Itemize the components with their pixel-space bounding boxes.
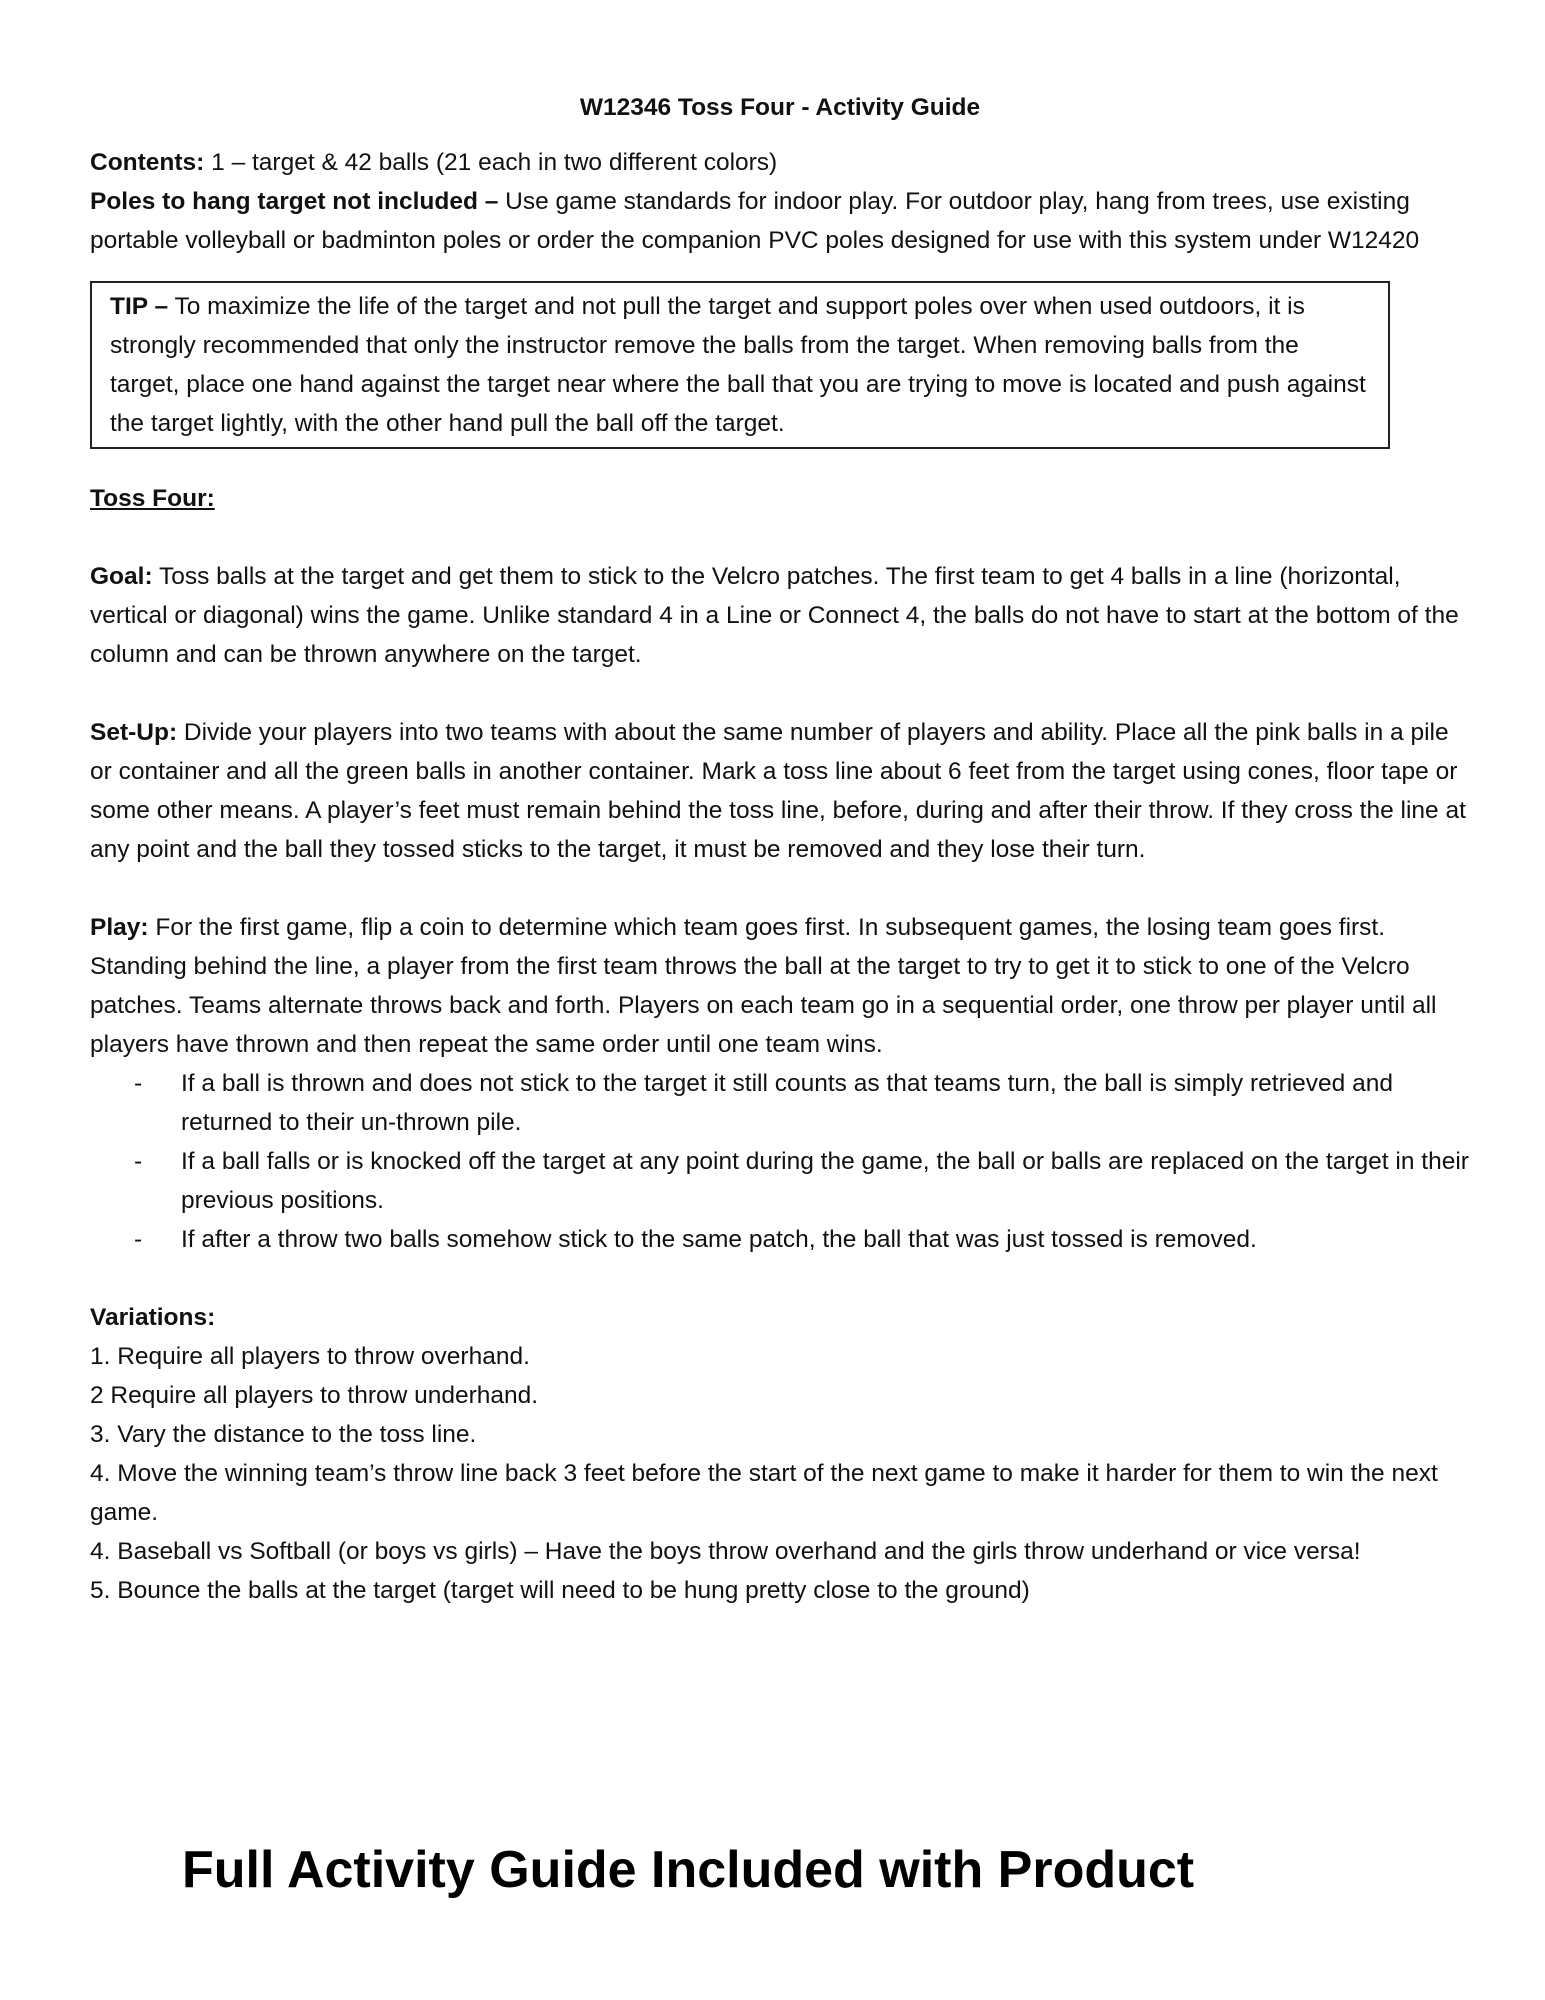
contents-label: Contents: (90, 149, 205, 176)
goal-text: Toss balls at the target and get them to stick to the Velcro patches. The first team to get 4 balls in a line (horizontal, vertical or diagonal) wins the game. Unlike standard 4 in a Line or Connect 4, the balls do not have to start at the bottom of the column and can be thrown anywhere on the target. (90, 563, 1459, 668)
section-heading: Toss Four: (90, 485, 215, 512)
setup-text: Divide your players into two teams with about the same number of players and ability. Place all the pink balls in a pile or container and all the green balls in another container. Mark a toss line about 6 feet from the target using cones, floor tape or some other means. A player’s feet must remain behind the toss line, before, during and after their throw. If they cross the line at any point and the ball they tossed sticks to the target, it must be removed and they lose their turn. (90, 719, 1466, 863)
bullet-text: If a ball falls or is knocked off the target at any point during the game, the ball or balls are replaced on the target in their previous positions. (181, 1148, 1469, 1214)
tip-box (90, 281, 1390, 449)
play-label: Play: (90, 914, 149, 941)
bullet-marker: - (134, 1226, 143, 1253)
goal-label: Goal: (90, 563, 153, 590)
bullet-marker: - (134, 1070, 143, 1097)
contents-text: 1 – target & 42 balls (21 each in two different colors) (204, 149, 778, 176)
bullet-marker: - (134, 1148, 143, 1175)
bullet-text: If after a throw two balls somehow stick to the same patch, the ball that was just tossed is removed. (181, 1226, 1257, 1253)
list-item (90, 1064, 1470, 1142)
play-rules-list (90, 1064, 1470, 1259)
variation-item: 4. Move the winning team’s throw line back 3 feet before the start of the next game to make it harder for them to win the next game. (90, 1460, 1438, 1526)
variations-heading (90, 1298, 1470, 1337)
variations-label: Variations: (90, 1304, 216, 1331)
variation-item: 4. Baseball vs Softball (or boys vs girls) – Have the boys throw overhand and the girls throw underhand or vice versa! (90, 1538, 1361, 1565)
poles-label: Poles to hang target not included – (90, 188, 499, 215)
contents-paragraph (90, 143, 1470, 182)
variation-item: 5. Bounce the balls at the target (target will need to be hung pretty close to the ground) (90, 1577, 1030, 1604)
setup-paragraph (90, 713, 1470, 869)
bullet-text: If a ball is thrown and does not stick to the target it still counts as that teams turn, the ball is simply retrieved and returned to their un-thrown pile. (181, 1070, 1393, 1136)
document-title: W12346 Toss Four - Activity Guide (579, 94, 981, 121)
play-text: For the first game, flip a coin to determine which team goes first. In subsequent games, the losing team goes first. Standing behind the line, a player from the first team throws the ball at the target to try to get it to stick to one of the Velcro patches. Teams alternate throws back and forth. Players on each team go in a sequential order, one throw per player until all players have thrown and then repeat the same order until one team wins. (90, 914, 1437, 1058)
document-body (90, 88, 1470, 1610)
poles-text: Use game standards for indoor play. For outdoor play, hang from trees, use existing portable volleyball or badminton poles or order the companion PVC poles designed for use with this system under W12420 (90, 188, 1420, 254)
tip-text: To maximize the life of the target and not pull the target and support poles over when used outdoors, it is strongly recommended that only the instructor remove the balls from the target. When removing balls from the target, place one hand against the target near where the ball that you are trying to move is located and push against the target lightly, with the other hand pull the ball off the target. (110, 293, 1366, 437)
list-item (90, 1142, 1470, 1220)
setup-label: Set-Up: (90, 719, 178, 746)
play-paragraph (90, 908, 1470, 1064)
variation-item: 3. Vary the distance to the toss line. (90, 1421, 477, 1448)
variation-item: 2 Require all players to throw underhand. (90, 1382, 539, 1409)
list-item (90, 1220, 1470, 1259)
tip-label: TIP – (110, 293, 169, 320)
variation-item: 1. Require all players to throw overhand. (90, 1343, 530, 1370)
footer-banner: Full Activity Guide Included with Product (182, 1841, 1195, 1899)
tip-paragraph (110, 287, 1370, 443)
goal-paragraph (90, 557, 1470, 674)
poles-paragraph (90, 182, 1470, 260)
